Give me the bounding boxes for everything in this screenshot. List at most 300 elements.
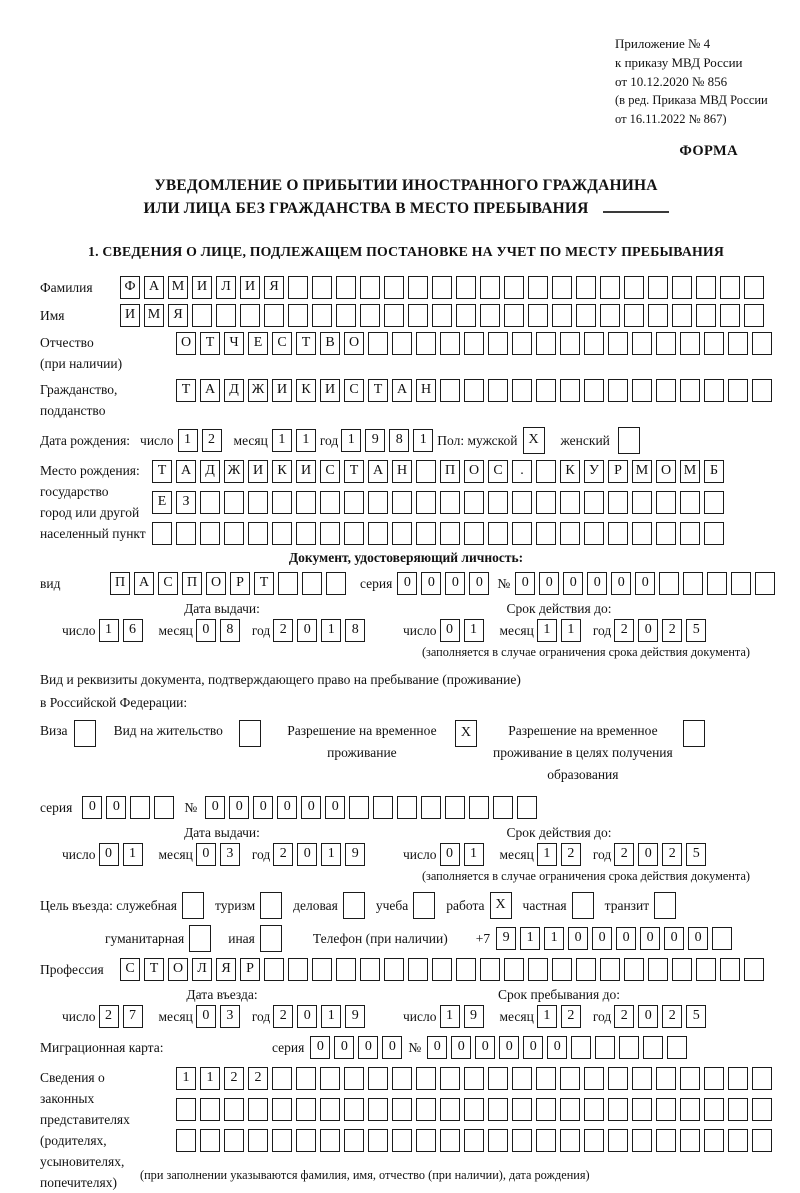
char-box[interactable]: Ж bbox=[224, 460, 244, 483]
char-box[interactable] bbox=[392, 1129, 412, 1152]
char-box[interactable]: 8 bbox=[345, 619, 365, 642]
char-box[interactable] bbox=[512, 1067, 532, 1090]
char-box[interactable]: 0 bbox=[205, 796, 225, 819]
char-box[interactable]: 2 bbox=[273, 619, 293, 642]
char-box[interactable]: Л bbox=[216, 276, 236, 299]
char-box[interactable]: 2 bbox=[224, 1067, 244, 1090]
char-box[interactable] bbox=[200, 1098, 220, 1121]
char-box[interactable] bbox=[416, 460, 436, 483]
char-box[interactable]: 0 bbox=[277, 796, 297, 819]
char-box[interactable] bbox=[421, 796, 441, 819]
char-box[interactable] bbox=[528, 958, 548, 981]
char-box[interactable] bbox=[608, 522, 628, 545]
char-box[interactable] bbox=[224, 491, 244, 514]
char-box[interactable] bbox=[680, 491, 700, 514]
char-box[interactable] bbox=[528, 276, 548, 299]
char-box[interactable] bbox=[272, 1098, 292, 1121]
char-box[interactable]: М bbox=[144, 304, 164, 327]
char-box[interactable]: И bbox=[320, 379, 340, 402]
char-box[interactable]: Р bbox=[230, 572, 250, 595]
char-box[interactable] bbox=[572, 892, 594, 919]
char-box[interactable]: Я bbox=[216, 958, 236, 981]
char-box[interactable]: 2 bbox=[273, 1005, 293, 1028]
char-box[interactable]: 2 bbox=[202, 429, 222, 452]
char-box[interactable]: 1 bbox=[464, 843, 484, 866]
char-box[interactable] bbox=[192, 304, 212, 327]
char-box[interactable] bbox=[176, 1098, 196, 1121]
char-box[interactable] bbox=[608, 491, 628, 514]
char-box[interactable]: С bbox=[488, 460, 508, 483]
char-box[interactable] bbox=[488, 522, 508, 545]
char-box[interactable] bbox=[608, 332, 628, 355]
char-box[interactable]: 1 bbox=[464, 619, 484, 642]
char-box[interactable]: А bbox=[200, 379, 220, 402]
char-box[interactable] bbox=[720, 276, 740, 299]
char-box[interactable]: 6 bbox=[123, 619, 143, 642]
char-box[interactable] bbox=[632, 1129, 652, 1152]
char-box[interactable] bbox=[432, 304, 452, 327]
char-box[interactable] bbox=[672, 276, 692, 299]
char-box[interactable] bbox=[608, 1098, 628, 1121]
char-box[interactable] bbox=[344, 1129, 364, 1152]
char-box[interactable]: 1 bbox=[123, 843, 143, 866]
char-box[interactable] bbox=[656, 332, 676, 355]
char-box[interactable]: Л bbox=[192, 958, 212, 981]
char-box[interactable] bbox=[560, 522, 580, 545]
char-box[interactable] bbox=[182, 892, 204, 919]
char-box[interactable] bbox=[278, 572, 298, 595]
char-box[interactable]: И bbox=[120, 304, 140, 327]
char-box[interactable] bbox=[264, 304, 284, 327]
char-box[interactable]: Т bbox=[368, 379, 388, 402]
char-box[interactable] bbox=[296, 1098, 316, 1121]
char-box[interactable] bbox=[296, 522, 316, 545]
char-box[interactable] bbox=[488, 1098, 508, 1121]
char-box[interactable] bbox=[528, 304, 548, 327]
char-box[interactable]: 2 bbox=[273, 843, 293, 866]
char-box[interactable] bbox=[264, 958, 284, 981]
char-box[interactable]: 2 bbox=[662, 1005, 682, 1028]
char-box[interactable] bbox=[728, 1067, 748, 1090]
char-box[interactable] bbox=[618, 427, 640, 454]
char-box[interactable]: 0 bbox=[301, 796, 321, 819]
char-box[interactable]: 0 bbox=[475, 1036, 495, 1059]
char-box[interactable] bbox=[552, 304, 572, 327]
char-box[interactable]: 1 bbox=[321, 619, 341, 642]
char-box[interactable]: 0 bbox=[427, 1036, 447, 1059]
char-box[interactable] bbox=[130, 796, 150, 819]
char-box[interactable] bbox=[619, 1036, 639, 1059]
char-box[interactable]: Т bbox=[152, 460, 172, 483]
char-box[interactable] bbox=[680, 379, 700, 402]
char-box[interactable] bbox=[464, 379, 484, 402]
char-box[interactable] bbox=[680, 1067, 700, 1090]
char-box[interactable] bbox=[248, 522, 268, 545]
char-box[interactable] bbox=[368, 491, 388, 514]
char-box[interactable]: 0 bbox=[440, 619, 460, 642]
char-box[interactable] bbox=[488, 332, 508, 355]
char-box[interactable] bbox=[728, 379, 748, 402]
char-box[interactable]: 0 bbox=[592, 927, 612, 950]
char-box[interactable] bbox=[632, 1067, 652, 1090]
char-box[interactable] bbox=[464, 1129, 484, 1152]
char-box[interactable]: 1 bbox=[321, 1005, 341, 1028]
char-box[interactable]: 0 bbox=[310, 1036, 330, 1059]
char-box[interactable] bbox=[672, 304, 692, 327]
char-box[interactable]: А bbox=[368, 460, 388, 483]
char-box[interactable] bbox=[74, 720, 96, 747]
char-box[interactable] bbox=[320, 1129, 340, 1152]
char-box[interactable] bbox=[416, 1098, 436, 1121]
char-box[interactable]: 0 bbox=[587, 572, 607, 595]
char-box[interactable] bbox=[624, 276, 644, 299]
char-box[interactable]: 0 bbox=[440, 843, 460, 866]
char-box[interactable] bbox=[240, 304, 260, 327]
char-box[interactable] bbox=[440, 491, 460, 514]
char-box[interactable] bbox=[469, 796, 489, 819]
char-box[interactable]: 0 bbox=[635, 572, 655, 595]
char-box[interactable]: 1 bbox=[272, 429, 292, 452]
char-box[interactable] bbox=[432, 276, 452, 299]
char-box[interactable]: 0 bbox=[616, 927, 636, 950]
char-box[interactable]: 1 bbox=[537, 619, 557, 642]
char-box[interactable] bbox=[344, 522, 364, 545]
char-box[interactable]: Д bbox=[200, 460, 220, 483]
char-box[interactable] bbox=[440, 332, 460, 355]
char-box[interactable] bbox=[584, 1098, 604, 1121]
char-box[interactable]: 3 bbox=[220, 1005, 240, 1028]
char-box[interactable]: 1 bbox=[413, 429, 433, 452]
char-box[interactable]: Т bbox=[296, 332, 316, 355]
char-box[interactable] bbox=[648, 304, 668, 327]
char-box[interactable] bbox=[296, 1067, 316, 1090]
char-box[interactable] bbox=[584, 522, 604, 545]
char-box[interactable] bbox=[373, 796, 393, 819]
char-box[interactable]: X bbox=[523, 427, 545, 454]
char-box[interactable] bbox=[368, 1098, 388, 1121]
char-box[interactable]: 0 bbox=[638, 619, 658, 642]
char-box[interactable] bbox=[632, 1098, 652, 1121]
char-box[interactable] bbox=[632, 332, 652, 355]
char-box[interactable]: Я bbox=[168, 304, 188, 327]
char-box[interactable]: 0 bbox=[638, 1005, 658, 1028]
char-box[interactable] bbox=[560, 491, 580, 514]
char-box[interactable] bbox=[704, 1129, 724, 1152]
char-box[interactable] bbox=[683, 572, 703, 595]
char-box[interactable]: У bbox=[584, 460, 604, 483]
char-box[interactable]: 3 bbox=[220, 843, 240, 866]
char-box[interactable] bbox=[656, 491, 676, 514]
char-box[interactable] bbox=[624, 304, 644, 327]
char-box[interactable] bbox=[504, 958, 524, 981]
char-box[interactable] bbox=[752, 332, 772, 355]
char-box[interactable]: 1 bbox=[200, 1067, 220, 1090]
char-box[interactable] bbox=[552, 958, 572, 981]
char-box[interactable] bbox=[384, 958, 404, 981]
char-box[interactable] bbox=[248, 1098, 268, 1121]
char-box[interactable]: X bbox=[490, 892, 512, 919]
char-box[interactable] bbox=[176, 522, 196, 545]
char-box[interactable] bbox=[584, 332, 604, 355]
char-box[interactable] bbox=[440, 1098, 460, 1121]
char-box[interactable] bbox=[720, 304, 740, 327]
char-box[interactable] bbox=[600, 276, 620, 299]
char-box[interactable] bbox=[512, 491, 532, 514]
char-box[interactable]: 0 bbox=[445, 572, 465, 595]
char-box[interactable] bbox=[416, 1129, 436, 1152]
char-box[interactable] bbox=[408, 304, 428, 327]
char-box[interactable] bbox=[720, 958, 740, 981]
char-box[interactable] bbox=[200, 1129, 220, 1152]
char-box[interactable] bbox=[288, 958, 308, 981]
char-box[interactable] bbox=[416, 491, 436, 514]
char-box[interactable]: 0 bbox=[99, 843, 119, 866]
char-box[interactable]: 0 bbox=[469, 572, 489, 595]
char-box[interactable] bbox=[707, 572, 727, 595]
char-box[interactable] bbox=[464, 522, 484, 545]
char-box[interactable]: 8 bbox=[220, 619, 240, 642]
char-box[interactable]: 0 bbox=[451, 1036, 471, 1059]
char-box[interactable] bbox=[744, 276, 764, 299]
char-box[interactable]: 0 bbox=[297, 843, 317, 866]
char-box[interactable]: П bbox=[440, 460, 460, 483]
char-box[interactable] bbox=[272, 1067, 292, 1090]
char-box[interactable] bbox=[632, 491, 652, 514]
char-box[interactable]: А bbox=[144, 276, 164, 299]
char-box[interactable]: В bbox=[320, 332, 340, 355]
char-box[interactable]: 0 bbox=[638, 843, 658, 866]
char-box[interactable]: 2 bbox=[614, 843, 634, 866]
char-box[interactable] bbox=[392, 1067, 412, 1090]
char-box[interactable]: А bbox=[176, 460, 196, 483]
char-box[interactable]: З bbox=[176, 491, 196, 514]
char-box[interactable] bbox=[504, 276, 524, 299]
char-box[interactable] bbox=[656, 1067, 676, 1090]
char-box[interactable] bbox=[504, 304, 524, 327]
char-box[interactable] bbox=[302, 572, 322, 595]
char-box[interactable] bbox=[654, 892, 676, 919]
char-box[interactable] bbox=[464, 1098, 484, 1121]
char-box[interactable]: И bbox=[192, 276, 212, 299]
char-box[interactable] bbox=[744, 958, 764, 981]
char-box[interactable] bbox=[344, 491, 364, 514]
char-box[interactable]: П bbox=[110, 572, 130, 595]
char-box[interactable]: 2 bbox=[614, 1005, 634, 1028]
char-box[interactable]: 1 bbox=[321, 843, 341, 866]
char-box[interactable] bbox=[667, 1036, 687, 1059]
char-box[interactable] bbox=[200, 522, 220, 545]
char-box[interactable] bbox=[600, 304, 620, 327]
char-box[interactable] bbox=[272, 1129, 292, 1152]
char-box[interactable]: 0 bbox=[229, 796, 249, 819]
char-box[interactable] bbox=[680, 1129, 700, 1152]
char-box[interactable] bbox=[536, 1129, 556, 1152]
char-box[interactable] bbox=[248, 1129, 268, 1152]
char-box[interactable]: 9 bbox=[496, 927, 516, 950]
char-box[interactable]: И bbox=[272, 379, 292, 402]
char-box[interactable] bbox=[320, 1098, 340, 1121]
char-box[interactable]: X bbox=[455, 720, 477, 747]
char-box[interactable] bbox=[517, 796, 537, 819]
char-box[interactable]: 1 bbox=[296, 429, 316, 452]
char-box[interactable] bbox=[552, 276, 572, 299]
char-box[interactable] bbox=[648, 276, 668, 299]
char-box[interactable] bbox=[392, 332, 412, 355]
char-box[interactable] bbox=[272, 522, 292, 545]
char-box[interactable]: С bbox=[158, 572, 178, 595]
char-box[interactable] bbox=[392, 1098, 412, 1121]
char-box[interactable] bbox=[608, 1129, 628, 1152]
char-box[interactable]: Е bbox=[248, 332, 268, 355]
char-box[interactable]: 0 bbox=[611, 572, 631, 595]
char-box[interactable]: 5 bbox=[686, 619, 706, 642]
char-box[interactable]: Ф bbox=[120, 276, 140, 299]
char-box[interactable]: Б bbox=[704, 460, 724, 483]
char-box[interactable]: 0 bbox=[196, 619, 216, 642]
char-box[interactable] bbox=[696, 958, 716, 981]
char-box[interactable] bbox=[576, 276, 596, 299]
char-box[interactable] bbox=[752, 1129, 772, 1152]
char-box[interactable] bbox=[154, 796, 174, 819]
char-box[interactable] bbox=[368, 332, 388, 355]
char-box[interactable]: 0 bbox=[640, 927, 660, 950]
char-box[interactable] bbox=[408, 958, 428, 981]
char-box[interactable]: 0 bbox=[196, 1005, 216, 1028]
char-box[interactable]: 0 bbox=[499, 1036, 519, 1059]
char-box[interactable] bbox=[464, 1067, 484, 1090]
char-box[interactable] bbox=[680, 1098, 700, 1121]
char-box[interactable] bbox=[560, 332, 580, 355]
char-box[interactable] bbox=[360, 958, 380, 981]
char-box[interactable] bbox=[413, 892, 435, 919]
char-box[interactable]: 0 bbox=[515, 572, 535, 595]
char-box[interactable]: А bbox=[134, 572, 154, 595]
char-box[interactable] bbox=[731, 572, 751, 595]
char-box[interactable]: 1 bbox=[176, 1067, 196, 1090]
char-box[interactable]: О bbox=[464, 460, 484, 483]
char-box[interactable]: Ж bbox=[248, 379, 268, 402]
char-box[interactable]: 9 bbox=[345, 843, 365, 866]
char-box[interactable] bbox=[480, 958, 500, 981]
char-box[interactable] bbox=[296, 1129, 316, 1152]
char-box[interactable]: О bbox=[656, 460, 676, 483]
char-box[interactable]: Т bbox=[254, 572, 274, 595]
char-box[interactable] bbox=[344, 1098, 364, 1121]
char-box[interactable] bbox=[416, 522, 436, 545]
char-box[interactable] bbox=[752, 1098, 772, 1121]
char-box[interactable]: А bbox=[392, 379, 412, 402]
char-box[interactable]: 0 bbox=[547, 1036, 567, 1059]
char-box[interactable] bbox=[755, 572, 775, 595]
char-box[interactable]: О bbox=[344, 332, 364, 355]
char-box[interactable]: О bbox=[176, 332, 196, 355]
char-box[interactable]: 8 bbox=[389, 429, 409, 452]
char-box[interactable]: М bbox=[632, 460, 652, 483]
char-box[interactable] bbox=[704, 491, 724, 514]
char-box[interactable] bbox=[312, 276, 332, 299]
char-box[interactable]: М bbox=[168, 276, 188, 299]
char-box[interactable] bbox=[648, 958, 668, 981]
char-box[interactable]: 0 bbox=[297, 619, 317, 642]
char-box[interactable] bbox=[176, 1129, 196, 1152]
char-box[interactable]: И bbox=[296, 460, 316, 483]
char-box[interactable]: Т bbox=[144, 958, 164, 981]
char-box[interactable] bbox=[704, 1067, 724, 1090]
char-box[interactable] bbox=[512, 1098, 532, 1121]
char-box[interactable]: И bbox=[240, 276, 260, 299]
char-box[interactable] bbox=[728, 1129, 748, 1152]
char-box[interactable] bbox=[312, 958, 332, 981]
char-box[interactable]: 7 bbox=[123, 1005, 143, 1028]
char-box[interactable] bbox=[704, 332, 724, 355]
char-box[interactable] bbox=[440, 379, 460, 402]
char-box[interactable] bbox=[239, 720, 261, 747]
char-box[interactable] bbox=[712, 927, 732, 950]
char-box[interactable] bbox=[672, 958, 692, 981]
char-box[interactable] bbox=[432, 958, 452, 981]
char-box[interactable]: Т bbox=[344, 460, 364, 483]
char-box[interactable] bbox=[456, 304, 476, 327]
char-box[interactable] bbox=[320, 522, 340, 545]
char-box[interactable] bbox=[560, 1067, 580, 1090]
char-box[interactable]: 9 bbox=[464, 1005, 484, 1028]
char-box[interactable] bbox=[189, 925, 211, 952]
char-box[interactable] bbox=[272, 491, 292, 514]
char-box[interactable] bbox=[752, 379, 772, 402]
char-box[interactable]: С bbox=[344, 379, 364, 402]
char-box[interactable] bbox=[416, 332, 436, 355]
char-box[interactable] bbox=[744, 304, 764, 327]
char-box[interactable]: 0 bbox=[325, 796, 345, 819]
char-box[interactable] bbox=[464, 332, 484, 355]
char-box[interactable] bbox=[696, 304, 716, 327]
char-box[interactable] bbox=[336, 304, 356, 327]
char-box[interactable]: С bbox=[272, 332, 292, 355]
char-box[interactable] bbox=[683, 720, 705, 747]
char-box[interactable] bbox=[312, 304, 332, 327]
char-box[interactable] bbox=[632, 522, 652, 545]
char-box[interactable] bbox=[480, 304, 500, 327]
char-box[interactable] bbox=[600, 958, 620, 981]
char-box[interactable] bbox=[584, 491, 604, 514]
char-box[interactable] bbox=[336, 958, 356, 981]
char-box[interactable]: 0 bbox=[106, 796, 126, 819]
char-box[interactable] bbox=[392, 522, 412, 545]
char-box[interactable] bbox=[560, 379, 580, 402]
char-box[interactable]: 2 bbox=[561, 1005, 581, 1028]
char-box[interactable] bbox=[512, 332, 532, 355]
char-box[interactable] bbox=[704, 379, 724, 402]
char-box[interactable] bbox=[464, 491, 484, 514]
char-box[interactable]: Р bbox=[608, 460, 628, 483]
char-box[interactable] bbox=[704, 522, 724, 545]
char-box[interactable]: К bbox=[296, 379, 316, 402]
char-box[interactable]: 2 bbox=[248, 1067, 268, 1090]
char-box[interactable] bbox=[488, 379, 508, 402]
char-box[interactable] bbox=[456, 958, 476, 981]
char-box[interactable]: 0 bbox=[688, 927, 708, 950]
char-box[interactable]: 5 bbox=[686, 1005, 706, 1028]
char-box[interactable] bbox=[536, 1067, 556, 1090]
char-box[interactable] bbox=[343, 892, 365, 919]
char-box[interactable] bbox=[384, 276, 404, 299]
char-box[interactable]: 2 bbox=[662, 843, 682, 866]
char-box[interactable]: 0 bbox=[253, 796, 273, 819]
char-box[interactable] bbox=[248, 491, 268, 514]
char-box[interactable] bbox=[656, 1098, 676, 1121]
char-box[interactable] bbox=[392, 491, 412, 514]
char-box[interactable] bbox=[512, 522, 532, 545]
